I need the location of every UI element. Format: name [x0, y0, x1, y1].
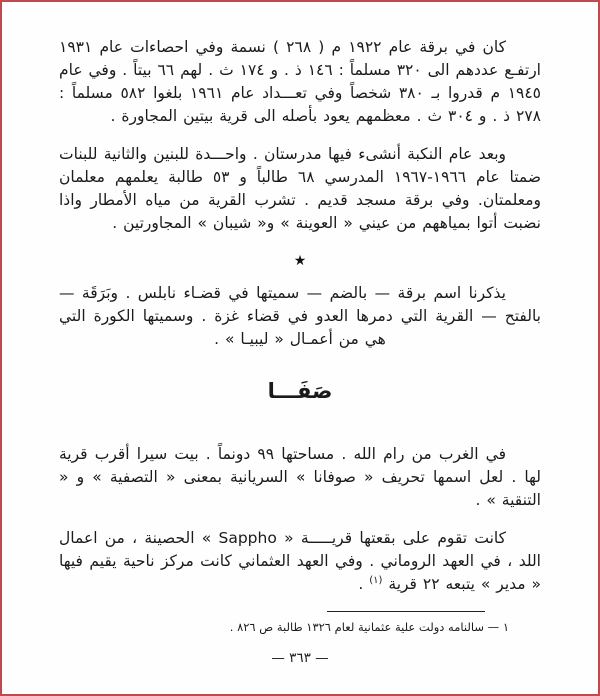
footnote-divider — [327, 611, 485, 612]
paragraph-burqa-name-note: يذكرنا اسم برقة — بالضم — سميتها في قضـاء نابلس . وبَرَقَة — بالفتح — القرية التي دمرها العدو في قضاء غزة . وسميتها الكورة التي هي من أعمـال « ليبيـا » . — [59, 284, 541, 348]
page-number: — ٣٦٣ — — [271, 650, 329, 666]
paragraph-saffa-location: في الغرب من رام الله . مساحتها ٩٩ دونماً . بيت سيرا أقرب قرية لها . لعل اسمها تحريف « صوفانا » السريانية بمعنى « التصفية » و « التنقية » . — [59, 445, 541, 509]
paragraph-saffa-history-period: . — [358, 575, 370, 593]
paragraph-saffa-history-text: كانت تقوم على بقعتها قريـــــة « Sappho » الحصينة ، من اعمال اللد ، في العهد الروماني . وفي العهد العثماني كانت مركز ناحية يقيم فيها « مدير » يتبعه ٢٢ قرية — [59, 529, 541, 593]
footnote-reference-marker: (١) — [369, 574, 383, 586]
page-content — [2, 2, 598, 666]
paragraph-burqa-schools: وبعد عام النكبة أنشىء فيها مدرستان . واحـــدة للبنين والثانية للبنات ضمتا عام ١٩٦٦-١٩٦٧ المدرسي ٦٨ طالباً و ٥٣ طالبة يعلمهم معلمان ومعلمتان. وفي برقة مسجد قديم . تشرب القرية من مياه الأمطار واذا نضبت أتوا بمياههم من عيني « العوينة » و« شيبان » المجاورتين . — [59, 145, 542, 232]
village-heading-saffa: صَفَـــا — [267, 379, 333, 403]
footnote: ١ — سالنامه دولت علية عثمانية لعام ١٣٢٦ طالبة ص ٨٢٦ . — [229, 620, 509, 634]
paragraph-saffa-history — [59, 527, 541, 596]
paragraph-burqa-census: كان في برقة عام ١٩٢٢ م ( ٢٦٨ ) نسمة وفي احصاءات عام ١٩٣١ ارتفـع عددهم الى ٣٢٠ مسلماً : ١٤٦ ذ . و ١٧٤ ث . لهم ٦٦ بيتاً . وفي عام ١٩٤٥ م قدروا بـ ٣٨٠ شخصاً وفي تعـــداد عام ١٩٦١ بلغوا ٥٨٢ مسلماً : ٢٧٨ ذ . و ٣٠٤ ث . معظمهم يعود بأصله الى قرية بيتين المجاورة . — [59, 38, 542, 125]
section-separator-star-icon: ★ — [293, 253, 307, 269]
